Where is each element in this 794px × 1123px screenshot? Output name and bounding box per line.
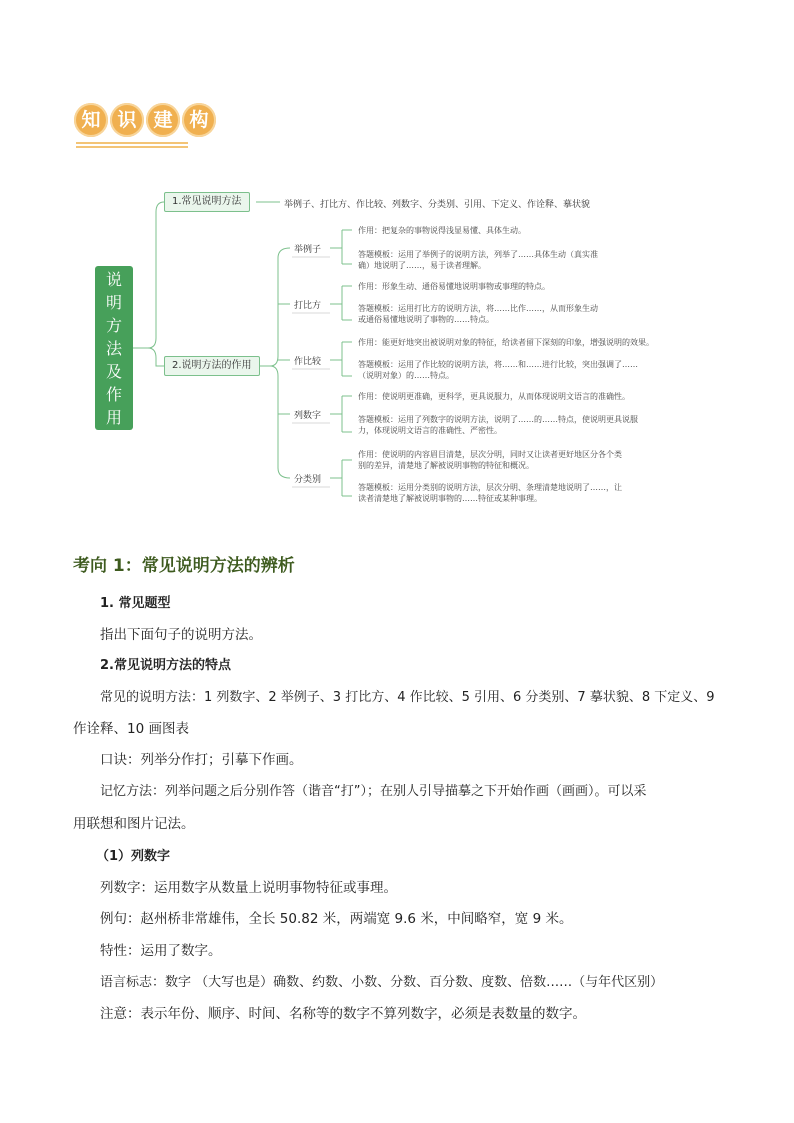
method-template (358, 482, 622, 504)
method-effect: 作用：把复杂的事物说得浅显易懂、具体生动。 (358, 226, 526, 235)
template-line: 答题模板：运用了列数字的说明方法，说明了……的……特点，使说明更具说服 (358, 415, 638, 424)
paragraph: 例句：赵州桥非常雄伟，全长 50.82 米，两端宽 9.6 米，中间略窄，宽 9 米。 (100, 911, 573, 927)
paragraph: 口诀：列举分作打；引摹下作画。 (100, 752, 303, 768)
template-line: 答题模板：运用分类别的说明方法，层次分明、条理清楚地说明了……，让 (358, 483, 622, 492)
template-line: 答题模板：运用了作比较的说明方法，将……和……进行比较，突出强调了…… (358, 360, 638, 369)
root-char: 说 (105, 269, 122, 289)
method-template (358, 303, 598, 325)
paragraph: 列数字：运用数字从数量上说明事物特征或事理。 (100, 880, 397, 896)
root-char: 作 (105, 384, 122, 404)
method-name: 打比方 (294, 301, 322, 311)
template-line: 或通俗易懂地说明了事物的……特点。 (358, 315, 494, 324)
banner-char: 建 (146, 103, 180, 137)
root-char: 及 (105, 361, 122, 381)
template-line: 确）地说明了……，易于读者理解。 (358, 261, 486, 270)
template-line: 读者清楚地了解被说明事物的……特征或某种事理。 (358, 494, 542, 503)
paragraph: 记忆方法：列举问题之后分别作答（谐音“打”）；在别人引导描摹之下开始作画（画画）。可以采 (100, 784, 647, 799)
method-name: 列数字 (294, 411, 322, 421)
method-template (358, 414, 638, 436)
method-template (358, 249, 598, 271)
template-line: 答题模板：运用打比方的说明方法，将……比作……，从而形象生动 (358, 304, 598, 313)
template-line: 答题模板：运用了举例子的说明方法，列举了……具体生动（真实准 (358, 250, 598, 259)
template-line: （说明对象）的……特点。 (358, 371, 454, 380)
subsection-title: 2.常见说明方法的特点 (100, 658, 231, 673)
method-name: 举例子 (294, 245, 322, 255)
banner-char: 识 (110, 103, 144, 137)
root-char: 法 (105, 338, 122, 358)
mindmap-root (95, 266, 133, 430)
effect-line: 作用：使说明的内容眉目清楚，层次分明，同时又让读者更好地区分各个类 (358, 450, 622, 459)
root-char: 方 (105, 315, 122, 335)
banner-char: 构 (182, 103, 216, 137)
paragraph: 指出下面句子的说明方法。 (100, 627, 262, 643)
paragraph: 用联想和图片记法。 (73, 816, 195, 832)
paragraph: 语言标志：数字 （大写也是）确数、约数、小数、分数、百分数、度数、倍数……（与年代区别） (100, 975, 664, 990)
subsection-title: 1. 常见题型 (100, 596, 171, 611)
method-effect: 作用：能更好地突出被说明对象的特征，给读者留下深刻的印象，增强说明的效果。 (358, 338, 654, 347)
section-heading: 考向 1：常见说明方法的辨析 (73, 556, 295, 576)
paragraph: 注意：表示年份、顺序、时间、名称等的数字不算列数字，必须是表数量的数字。 (100, 1006, 586, 1022)
paragraph: 特性：运用了数字。 (100, 943, 222, 959)
root-char: 明 (105, 292, 122, 312)
branch-common-methods-detail: 举例子、打比方、作比较、列数字、分类别、引用、下定义、作诠释、摹状貌 (284, 200, 591, 210)
method-name: 分类别 (294, 475, 322, 485)
paragraph: 常见的说明方法：1 列数字、2 举例子、3 打比方、4 作比较、5 引用、6 分类别、7 摹状貌、8 下定义、9 (100, 690, 715, 705)
method-effect (358, 449, 622, 471)
method-effect: 作用：形象生动、通俗易懂地说明事物或事理的特点。 (358, 282, 550, 291)
subsection-title: （1）列数字 (96, 849, 171, 864)
method-template (358, 359, 638, 381)
effect-line: 别的差异，清楚地了解被说明事物的特征和概况。 (358, 461, 534, 470)
branch-common-methods: 1.常见说明方法 (164, 192, 250, 212)
root-char: 用 (105, 407, 122, 427)
branch-method-effects: 2.说明方法的作用 (164, 356, 260, 376)
banner-char: 知 (74, 103, 108, 137)
method-name: 作比较 (294, 357, 322, 367)
template-line: 力，体现说明文语言的准确性、严密性。 (358, 426, 502, 435)
method-effect: 作用：使说明更准确，更科学，更具说服力，从而体现说明文语言的准确性。 (358, 392, 630, 401)
paragraph: 作诠释、10 画图表 (73, 721, 189, 737)
